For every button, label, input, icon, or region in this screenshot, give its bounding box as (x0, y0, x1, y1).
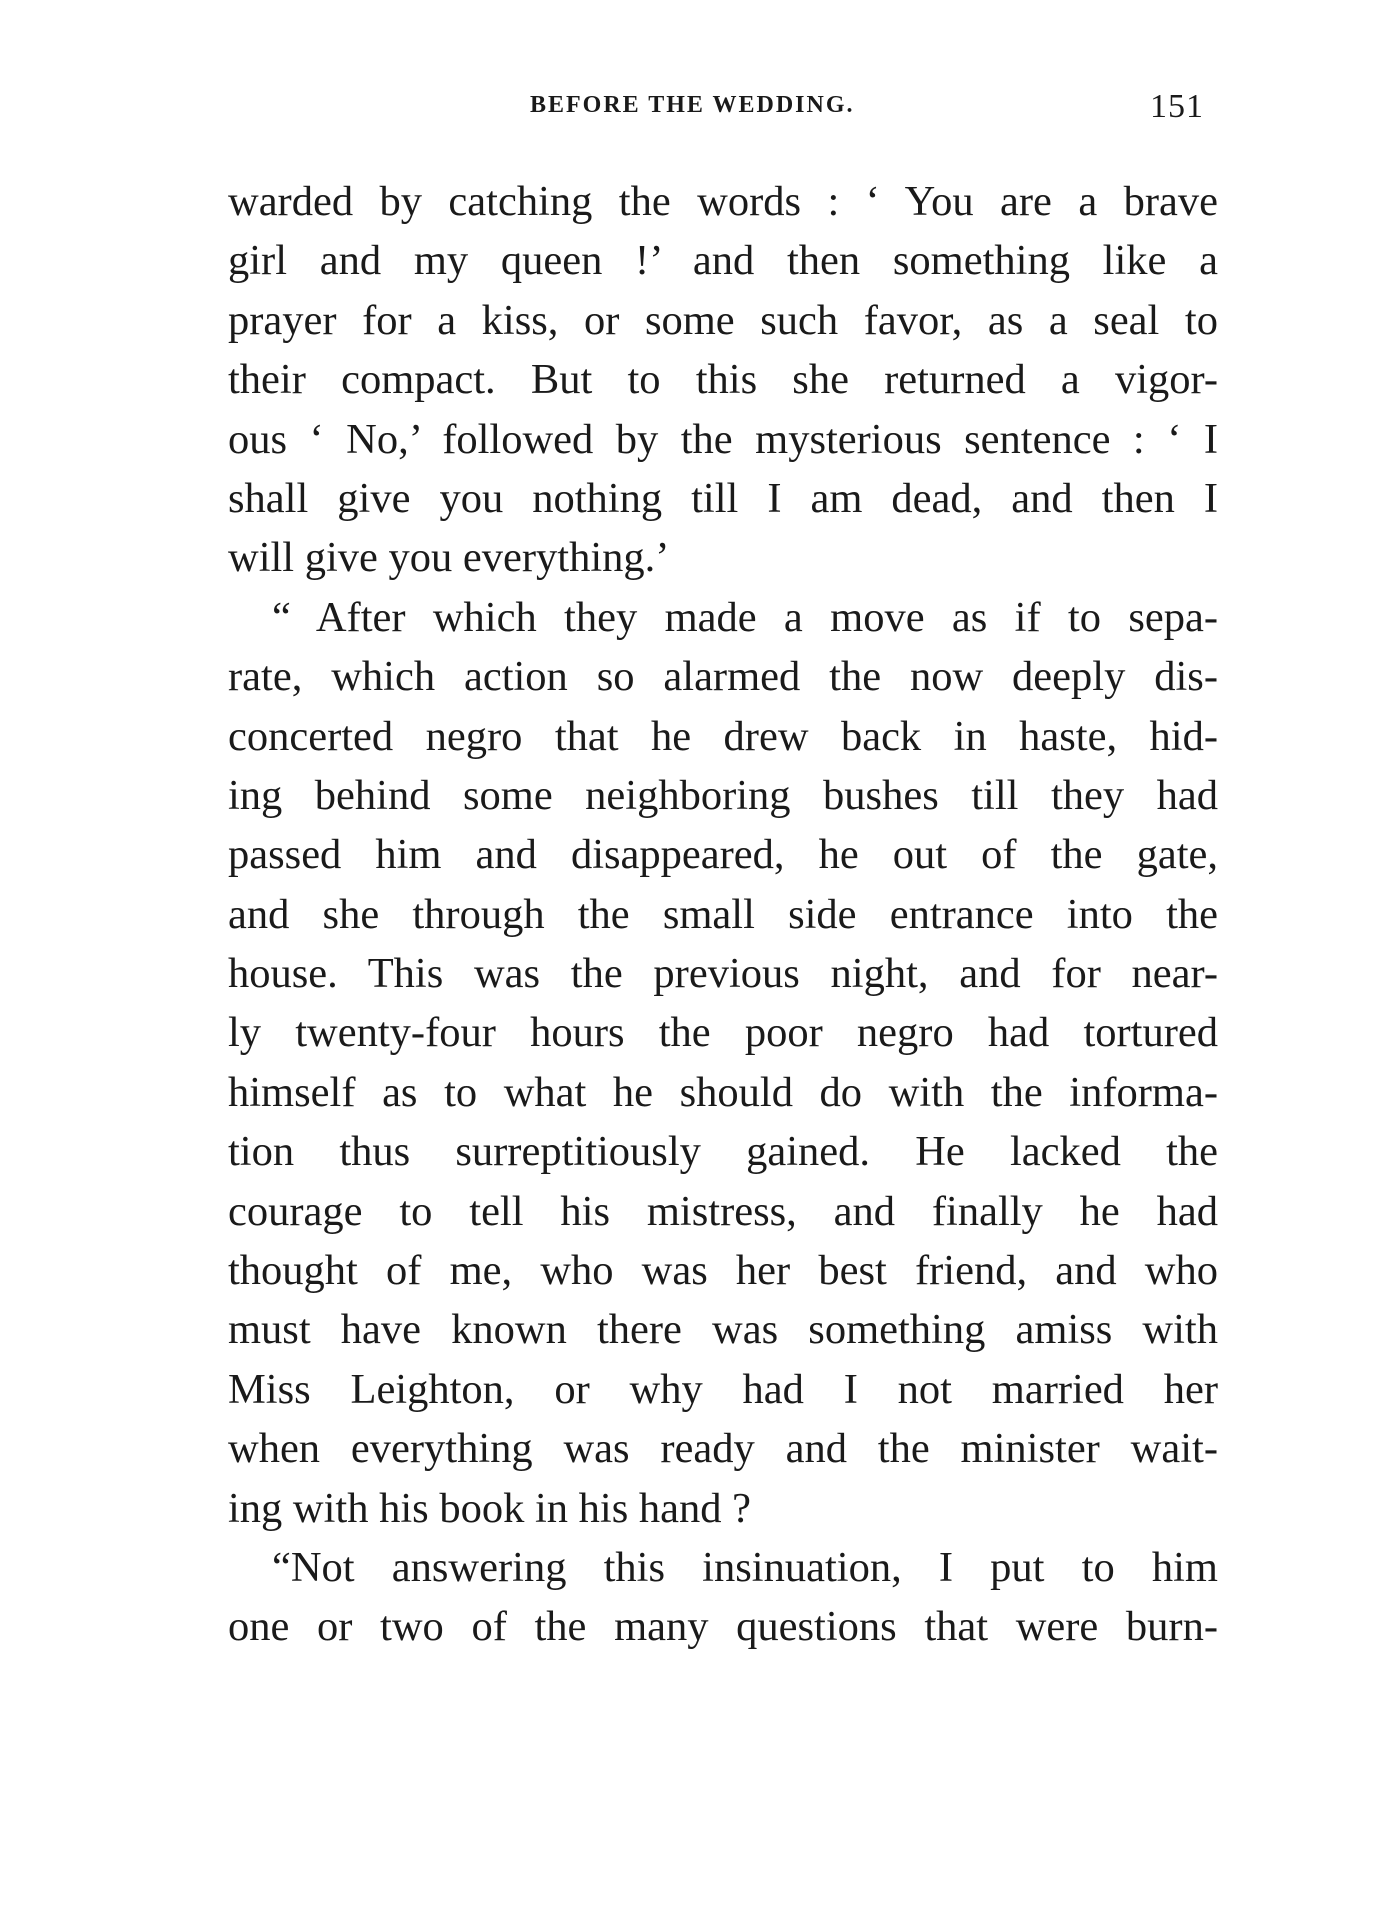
text-line: will give you everything.’ (228, 534, 670, 582)
text-line: shall give you nothing till I am dead, and then I (228, 474, 1218, 522)
text-line: tion thus surreptitiously gained. He lacked the (228, 1128, 1218, 1176)
text-line: and she through the small side entrance into the (228, 890, 1218, 938)
text-line: prayer for a kiss, or some such favor, as a seal to (228, 296, 1218, 344)
text-line: courage to tell his mistress, and finally he had (228, 1187, 1218, 1235)
page-number: 151 (1150, 88, 1204, 125)
text-line: himself as to what he should do with the informa- (228, 1068, 1218, 1116)
text-line: passed him and disappeared, he out of the gate, (228, 831, 1218, 879)
text-line: thought of me, who was her best friend, and who (228, 1247, 1218, 1295)
text-line: their compact. But to this she returned a vigor- (228, 356, 1218, 404)
text-line: ly twenty-four hours the poor negro had tortured (228, 1009, 1218, 1057)
running-head (0, 88, 1386, 132)
text-line: concerted negro that he drew back in haste, hid- (228, 712, 1218, 760)
paragraph-start-line: “Not answering this insinuation, I put to him (272, 1543, 1218, 1591)
paragraph-start-line: “ After which they made a move as if to sepa- (272, 593, 1218, 641)
text-line: girl and my queen !’ and then something like a (228, 237, 1218, 285)
text-line: must have known there was something amiss with (228, 1306, 1218, 1354)
text-line: ing with his book in his hand ? (228, 1484, 751, 1532)
text-line: rate, which action so alarmed the now deeply dis- (228, 653, 1218, 701)
text-line: one or two of the many questions that were burn- (228, 1603, 1218, 1651)
text-line: Miss Leighton, or why had I not married her (228, 1365, 1218, 1413)
body-text (228, 172, 1218, 1657)
text-line: when everything was ready and the minister wait- (228, 1425, 1218, 1473)
text-line: house. This was the previous night, and for near- (228, 950, 1218, 998)
text-line: warded by catching the words : ‘ You are a brave (228, 178, 1218, 225)
text-line: ing behind some neighboring bushes till they had (228, 771, 1218, 819)
running-title: BEFORE THE WEDDING. (530, 92, 855, 118)
text-line: ous ‘ No,’ followed by the mysterious sentence : ‘ I (228, 415, 1218, 463)
